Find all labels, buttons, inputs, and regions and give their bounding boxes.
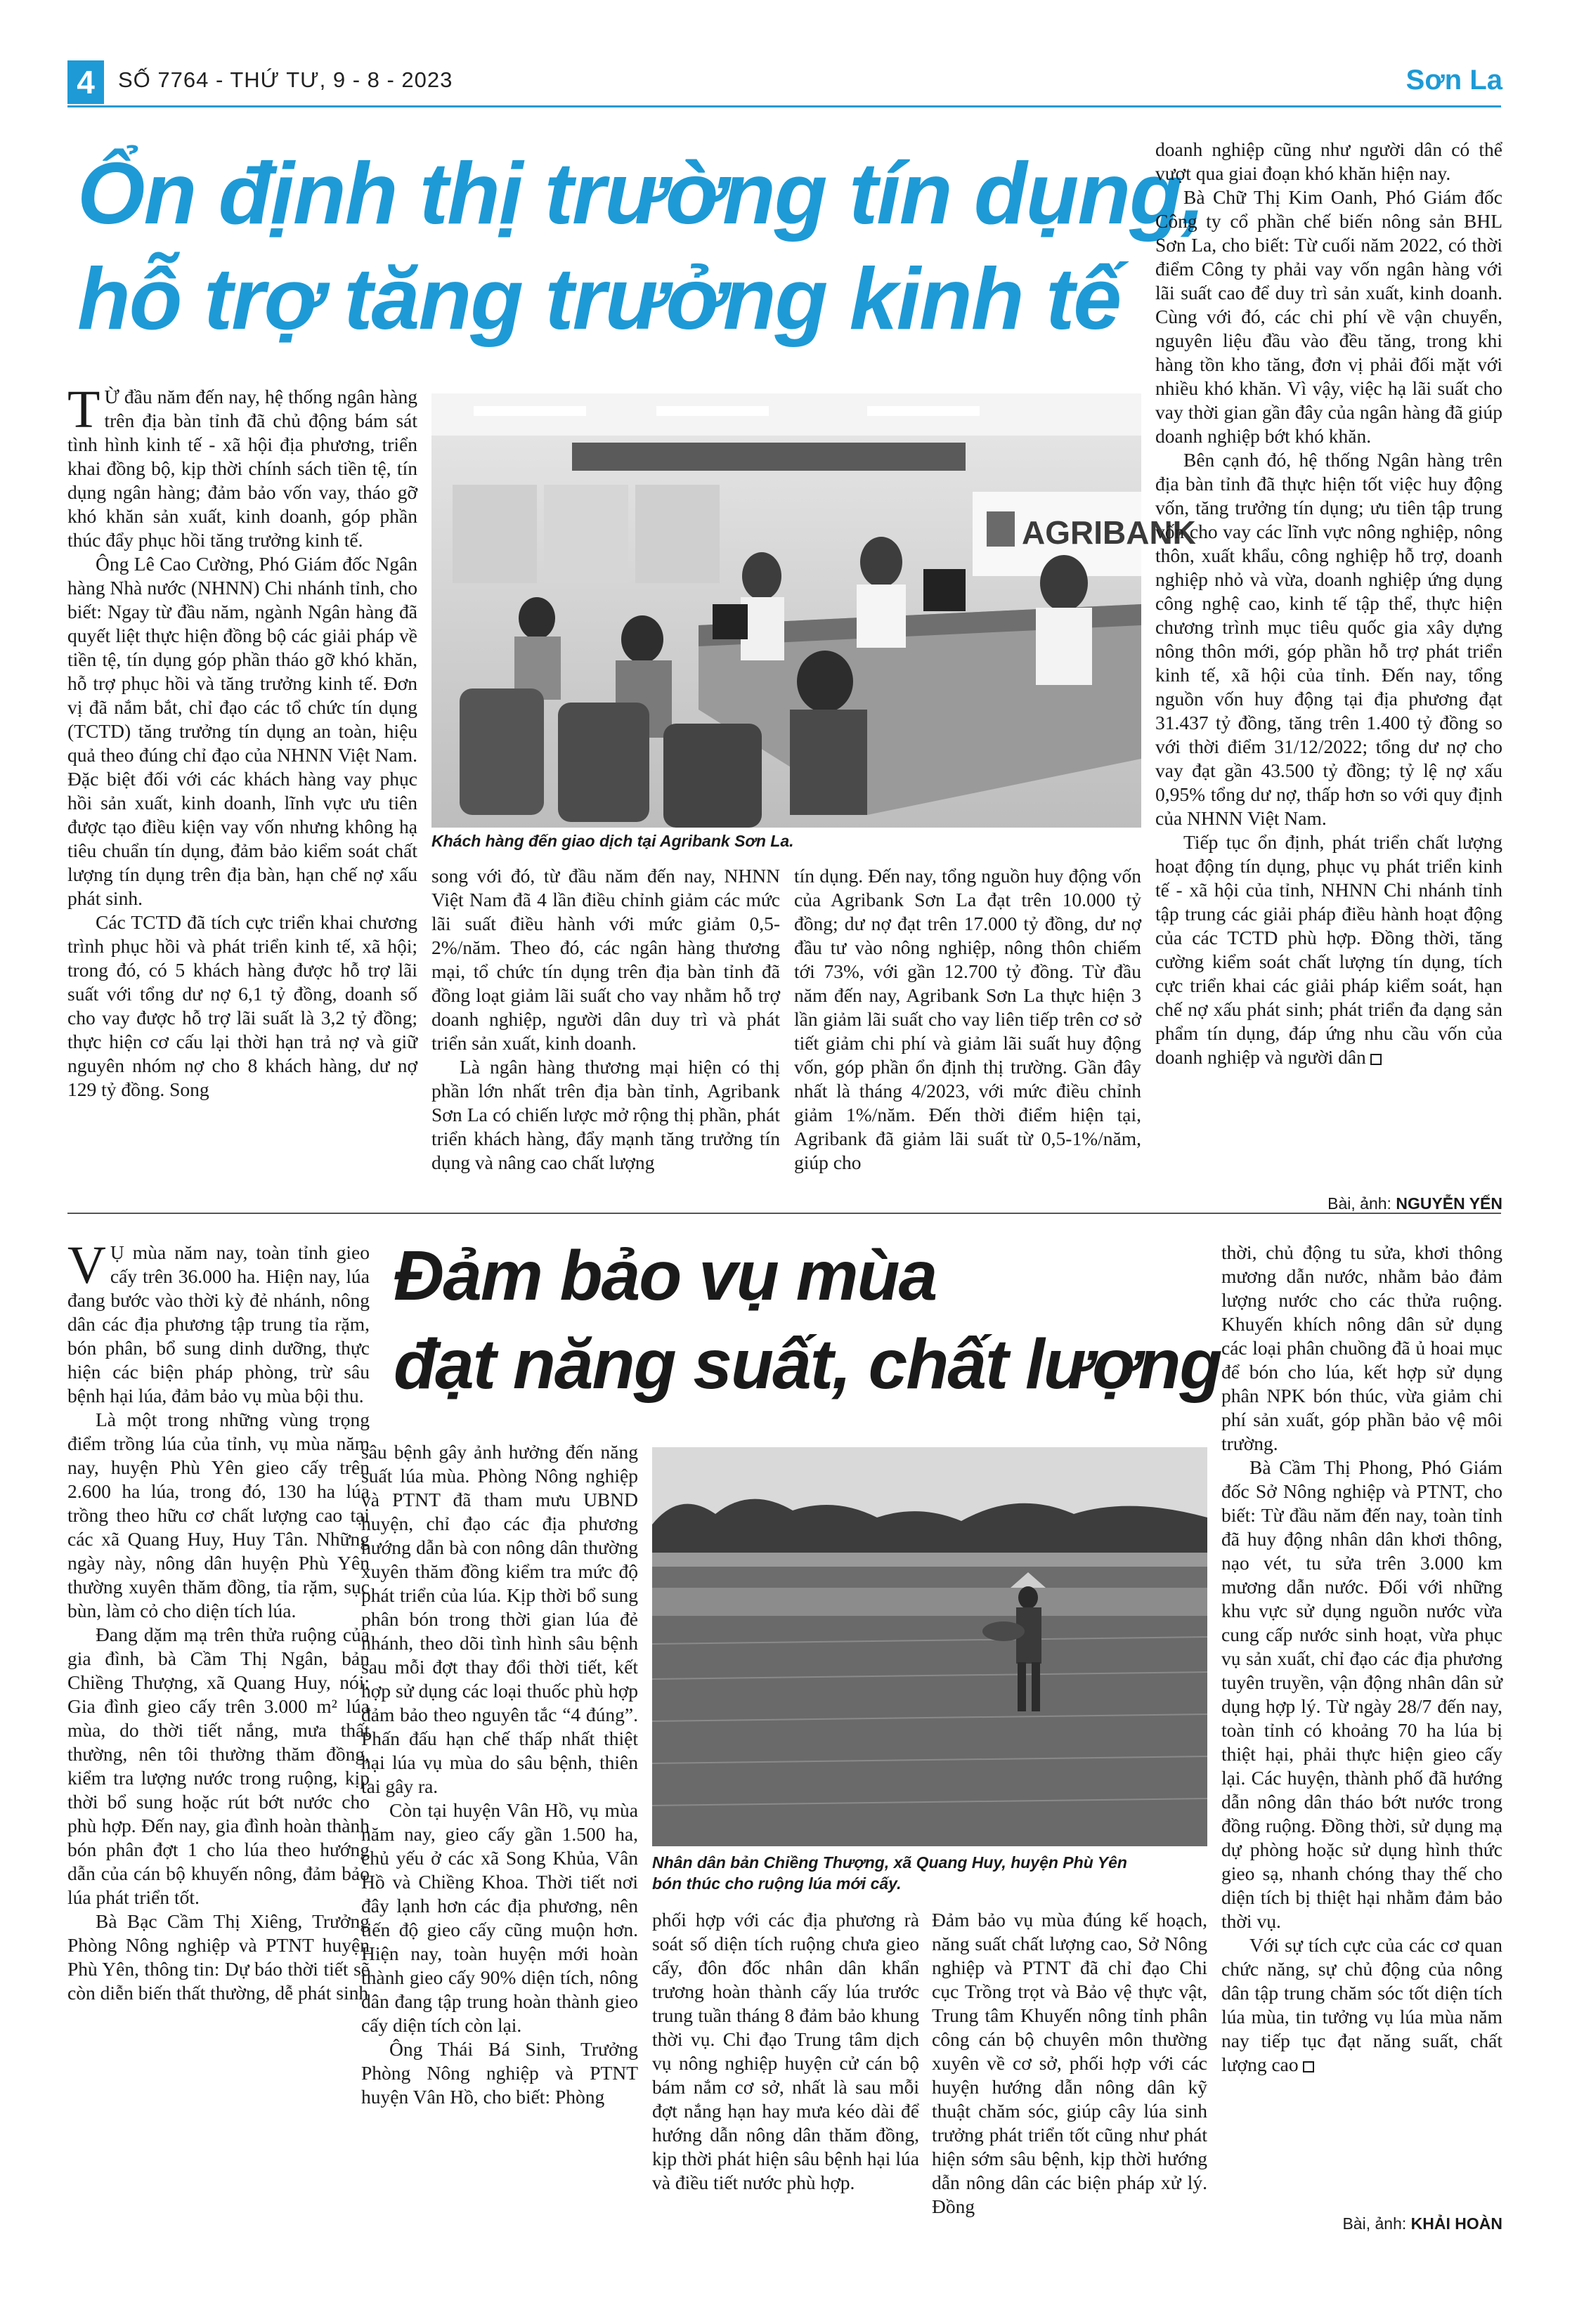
article1-headline-line1: Ổn định thị trường tín dụng, (77, 145, 1204, 242)
article1-paragraph: Ông Lê Cao Cường, Phó Giám đốc Ngân hàng Nhà nước (NHNN) Chi nhánh tỉnh, cho biết: Ngay từ đầu năm, ngành Ngân hàng đã quyết liệt thực hiện đồng bộ các giải pháp về tiền tệ, tín dụng góp phần tháo gỡ khó khăn, hỗ trợ phục hồi và tăng trưởng kinh tế. Đơn vị đã nắm bắt, chỉ đạo các tổ chức tín dụng (TCTD) tăng trưởng tín dụng an toàn, hiệu quả theo đúng chỉ đạo của NHNN Việt Nam. Đặc biệt đối với các khách hàng vay phục hồi sản xuất, kinh doanh, lĩnh vực ưu tiên được tạo điều kiện vay vốn nhưng không hạ tiêu chuẩn tín dụng, đảm bảo kiểm soát chất lượng tín dụng trên địa bàn, hạn chế nợ xấu phát sinh. (67, 553, 417, 909)
article1-photo (431, 393, 1196, 828)
article2-headline-line2: đạt năng suất, chất lượng (394, 1325, 1221, 1404)
article2-byline (1221, 2214, 1502, 2233)
article2-column-5 (1221, 1241, 1502, 2200)
article2-paragraph: Ụ mùa năm nay, toàn tỉnh gieo cấy trên 36.000 ha. Hiện nay, lúa đang bước vào thời kỳ đẻ nhánh, nông dân các địa phương tập trung tỉa rặm, bón phân, bổ sung dinh dưỡng, thực hiện các biện pháp phòng, trừ sâu bệnh hại lúa, đảm bảo vụ mùa bội thu. (67, 1241, 370, 1406)
article2-column-2 (361, 1440, 638, 2213)
article2-paragraph: sâu bệnh gây ảnh hưởng đến năng suất lúa mùa. Phòng Nông nghiệp và PTNT đã tham mưu UBND huyện, chỉ đạo các địa phương hướng dẫn bà con nông dân thường xuyên thăm đồng kiểm tra mức độ phát triển của lúa. Kịp thời bổ sung phân bón trong thời gian lúa đẻ nhánh, theo dõi tình hình sâu bệnh sau mỗi đợt thay đổi thời tiết, kết hợp sử dụng các loại thuốc phù hợp đảm bảo theo nguyên tắc “4 đúng”. Phấn đấu hạn chế thấp nhất thiệt hại lúa vụ mùa do sâu bệnh, thiên tai gây ra. (361, 1441, 638, 1797)
byline-prefix: Bài, ảnh: (1327, 1194, 1391, 1213)
article2-paragraph: Đang dặm mạ trên thửa ruộng của gia đình, bà Cầm Thị Ngân, bản Chiềng Thượng, xã Quang Huy, nói: Gia đình gieo cấy trên 3.000 m² lúa mùa, do thời tiết nắng, mưa thất thường, nên tôi thường thăm đồng, kiểm tra lượng nước trong ruộng, kịp thời bổ sung hoặc rút bớt nước cho phù hợp. Đến nay, gia đình hoàn thành bón phân đợt 1 cho lúa theo hướng dẫn của cán bộ khuyến nông, đảm bảo lúa phát triển tốt. (67, 1624, 370, 1908)
article1-headline-line2: hỗ trợ tăng trưởng kinh tế (77, 251, 1121, 348)
article1-paragraph: doanh nghiệp cũng như người dân có thể vượt qua giai đoạn khó khăn hiện nay. (1155, 138, 1502, 184)
article1-paragraph: song với đó, từ đầu năm đến nay, NHNN Việt Nam đã 4 lần điều chỉnh giảm các mức lãi suất điều hành với mức giảm 0,5-2%/năm. Theo đó, các ngân hàng thương mại, tổ chức tín dụng trên địa bàn tỉnh đã đồng loạt giảm lãi suất cho vay nhằm hỗ trợ doanh nghiệp, người dân duy trì và phát triển sản xuất, kinh doanh. (431, 865, 780, 1054)
issue-line: SỐ 7764 - THỨ TƯ, 9 - 8 - 2023 (118, 67, 453, 92)
article2-column-4 (932, 1908, 1207, 2217)
end-mark-icon (1303, 2061, 1314, 2072)
byline-author: KHẢI HOÀN (1410, 2214, 1502, 2233)
article2-column-3 (652, 1908, 919, 2203)
article1-paragraph: Các TCTD đã tích cực triển khai chương trình phục hồi và phát triển kinh tế, xã hội; trong đó, có 5 khách hàng được hỗ trợ lãi suất với tổng dư nợ 6,1 tỷ đồng, doanh số cho vay được hỗ trợ lãi suất là 3,2 tỷ đồng; thực hiện cơ cấu lại thời hạn trả nợ và giữ nguyên nhóm nợ cho 8 khách hàng, dư nợ 129 tỷ đồng. Song (67, 911, 417, 1100)
page-number: 4 (67, 60, 104, 104)
article2-photo-caption (652, 1852, 1207, 1894)
article1-column-3 (794, 864, 1141, 1215)
article2-photo (652, 1447, 1207, 1846)
article1-paragraph: Ừ đầu năm đến nay, hệ thống ngân hàng trên địa bàn tỉnh đã chủ động bám sát tình hình kinh tế - xã hội địa phương, triển khai đồng bộ, kịp thời chính sách tiền tệ, tín dụng ngân hàng; đảm bảo vốn vay, tháo gỡ khó khăn sản xuất, kinh doanh, góp phần thúc đẩy phục hồi tăng trưởng kinh tế. (67, 386, 417, 551)
article1-column-4 (1155, 138, 1502, 1189)
article2-paragraph: Còn tại huyện Vân Hồ, vụ mùa năm nay, gieo cấy gần 1.500 ha, chủ yếu ở các xã Song Khủa, Vân Hồ và Chiềng Khoa. Thời tiết nơi đây lạnh hơn các địa phương, nên tiến độ gieo cấy cũng muộn hơn. Hiện nay, toàn huyện mới hoàn thành gieo cấy 90% diện tích, nông dân đang tập trung hoàn thành gieo cấy diện tích còn lại. (361, 1799, 638, 2036)
article1-byline (1155, 1194, 1502, 1213)
caption-line: bón thúc cho ruộng lúa mới cấy. (652, 1874, 902, 1893)
article1-paragraph: Là ngân hàng thương mại hiện có thị phần lớn nhất trên địa bàn tỉnh, Agribank Sơn La có chiến lược mở rộng thị phần, phát triển khách hàng, đẩy mạnh tăng trưởng tín dụng và nâng cao chất lượng (431, 1056, 780, 1173)
article2-paragraph: Bà Cầm Thị Phong, Phó Giám đốc Sở Nông nghiệp và PTNT, cho biết: Từ đầu năm đến nay, toàn tỉnh đã huy động nhân dân khơi thông, nạo vét, tu sửa trên 3.000 km mương dẫn nước. Đối với những khu vực sử dụng nguồn nước vừa cung cấp nước sinh hoạt, vừa phục vụ sản xuất, chỉ đạo các địa phương tuyên truyền, vận động nhân dân sử dụng hợp lý. Từ ngày 28/7 đến nay, toàn tỉnh có khoảng 70 ha lúa bị thiệt hại, phải thực hiện gieo cấy lại. Các huyện, thành phố đã hướng dẫn nông dân tháo bớt nước trong đồng ruộng. Đồng thời, sử dụng mạ dự phòng hoặc sử dụng hình thức gieo sạ, nhanh chóng thay thế cho diện tích bị thiệt hại nhằm đảm bảo thời vụ. (1221, 1456, 1502, 1932)
article1-paragraph: tín dụng. Đến nay, tổng nguồn huy động vốn của Agribank Sơn La đạt trên 10.000 tỷ đồng; dư nợ đạt trên 17.000 tỷ đồng, dư nợ đầu tư vào nông nghiệp, nông thôn chiếm tới 73%, với gần 12.700 tỷ đồng. Từ đầu năm đến nay, Agribank Sơn La thực hiện 3 lần giảm lãi suất cho vay liên tiếp trên cơ sở tiết giảm chi phí và giảm lãi suất huy động vốn, góp phần ổn định thị trường. Gần đây nhất là tháng 4/2023, với mức điều chỉnh giảm 1%/năm. Đến thời điểm hiện tại, Agribank đã giảm lãi suất từ 0,5-1%/năm, giúp cho (794, 865, 1141, 1173)
byline-author: NGUYỄN YẾN (1396, 1194, 1502, 1213)
bank-interior-photo (431, 393, 1196, 828)
article2-paragraph: Bà Bạc Cầm Thị Xiêng, Trưởng Phòng Nông nghiệp và PTNT huyện Phù Yên, thông tin: Dự báo thời tiết sẽ còn diễn biến thất thường, dễ phát sinh (67, 1910, 370, 2004)
article2-dropcap: V (67, 1236, 106, 1295)
end-mark-icon (1370, 1054, 1382, 1065)
article2-paragraph: Là một trong những vùng trọng điểm trồng lúa của tỉnh, vụ mùa năm nay, huyện Phù Yên gieo cấy trên 2.600 ha lúa, trong đó, 130 ha lúa trồng theo hữu cơ chất lượng cao tại các xã Quang Huy, Huy Tân. Những ngày này, nông dân huyện Phù Yên thường xuyên thăm đồng, tỉa rặm, sục bùn, làm cỏ cho diện tích lúa. (67, 1409, 370, 1621)
agribank-sign-text: AGRIBANK (1022, 514, 1196, 551)
article1-paragraph: Bà Chữ Thị Kim Oanh, Phó Giám đốc Công ty cổ phần chế biến nông sản BHL Sơn La, cho biết: Từ cuối năm 2022, có thời điểm Công ty phải vay vốn ngân hàng với lãi suất cao để duy trì sản xuất, kinh doanh. Cùng với đó, các chi phí về vận chuyển, nguyên liệu đầu vào đều tăng, trong khi hàng tồn kho tăng, đơn vị phải đối mặt với nhiều khó khăn. Vì vậy, việc hạ lãi suất cho vay thời gian gần đây của ngân hàng đã giúp doanh nghiệp bớt khó khăn. (1155, 186, 1502, 447)
article2-paragraph: thời, chủ động tu sửa, khơi thông mương dẫn nước, nhằm bảo đảm lượng nước cho các thửa ruộng. Khuyến khích nông dân sử dụng các loại phân chuồng đã ủ hoai mục để bón cho lúa, kết hợp sử dụng phân NPK bón thúc, vừa giảm chi phí sản xuất, góp phần bảo vệ môi trường. (1221, 1241, 1502, 1454)
article1-paragraph: Bên cạnh đó, hệ thống Ngân hàng trên địa bàn tỉnh đã thực hiện tốt việc huy động vốn, tăng trưởng tín dụng; ưu tiên tập trung vốn cho vay các lĩnh vực nông nghiệp, nông thôn, xuất khẩu, công nghiệp hỗ trợ, doanh nghiệp nhỏ và vừa, doanh nghiệp ứng dụng công nghệ cao, kinh tế tập thể, thực hiện chương trình mục tiêu quốc gia xây dựng nông thôn mới, góp phần hỗ trợ phát triển kinh tế, xã hội của tỉnh. Đến nay, tổng nguồn vốn huy động tại địa phương đạt 31.437 tỷ đồng, tăng trên 1.400 tỷ đồng so với thời điểm 31/12/2022; tổng dư nợ cho vay đạt gần 43.500 tỷ đồng; tỷ lệ nợ xấu 0,95% tổng dư nợ, thấp hơn so với quy định của NHNN Việt Nam. (1155, 449, 1502, 829)
article2-column-1 (67, 1236, 370, 2189)
article2-paragraph: phối hợp với các địa phương rà soát số diện tích ruộng chưa gieo cấy, đôn đốc nhân dân khẩn trương hoàn thành cấy lúa trước trung tuần tháng 8 đảm bảo khung thời vụ. Chi đạo Trung tâm dịch vụ nông nghiệp huyện cử cán bộ bám nắm cơ sở, nhất là sau mỗi đợt nắng hạn hay mưa kéo dài để hướng dẫn nông dân thăm đồng, kịp thời phát hiện sâu bệnh hại lúa và điều tiết nước phù hợp. (652, 1909, 919, 2193)
header-rule (67, 105, 1501, 107)
article1-paragraph: Tiếp tục ổn định, phát triển chất lượng hoạt động tín dụng, phục vụ phát triển kinh tế - xã hội của tỉnh, NHNN Chi nhánh tỉnh tập trung các giải pháp điều hành hoạt động của các TCTD phù hợp. Đồng thời, tăng cường kiểm soát chất lượng tín dụng, tích cực triển khai các giải pháp kiểm soát, hạn chế nợ xấu phát sinh; phát triển đa dạng sản phẩm tín dụng, đáp ứng nhu cầu vốn của doanh nghiệp và người dân (1155, 831, 1502, 1068)
article2-paragraph: Đảm bảo vụ mùa đúng kế hoạch, năng suất chất lượng cao, Sở Nông nghiệp và PTNT đã chỉ đạo Chi cục Trồng trọt và Bảo vệ thực vật, Trung tâm Khuyến nông tỉnh phân công cán bộ chuyên môn thường xuyên về cơ sở, phối hợp với các huyện hướng dẫn nông dân kỹ thuật chăm sóc, giúp cây lúa sinh trưởng phát triển tốt cũng như phát hiện sớm sâu bệnh, kịp thời hướng dẫn nông dân các biện pháp xử lý. Đồng (932, 1909, 1207, 2217)
article1-dropcap: T (67, 380, 100, 439)
section-name: Sơn La (1405, 65, 1502, 96)
byline-prefix: Bài, ảnh: (1342, 2214, 1407, 2233)
article1-column-2 (431, 864, 780, 1215)
article1-photo-caption: Khách hàng đến giao dịch tại Agribank Sơn La. (431, 832, 794, 850)
article-divider (67, 1213, 1501, 1214)
article2-paragraph: Với sự tích cực của các cơ quan chức năng, sự chủ động của nông dân tập trung chăm sóc tốt diện tích lúa mùa, tin tưởng vụ lúa mùa năm nay tiếp tục đạt năng suất, chất lượng cao (1221, 1934, 1502, 2075)
article2-paragraph: Ông Thái Bá Sinh, Trưởng Phòng Nông nghiệp và PTNT huyện Vân Hồ, cho biết: Phòng (361, 2038, 638, 2108)
rice-field-photo (652, 1447, 1207, 1846)
article2-headline-line1: Đảm bảo vụ mùa (394, 1236, 937, 1315)
caption-line: Nhân dân bản Chiềng Thượng, xã Quang Huy, huyện Phù Yên (652, 1853, 1127, 1872)
